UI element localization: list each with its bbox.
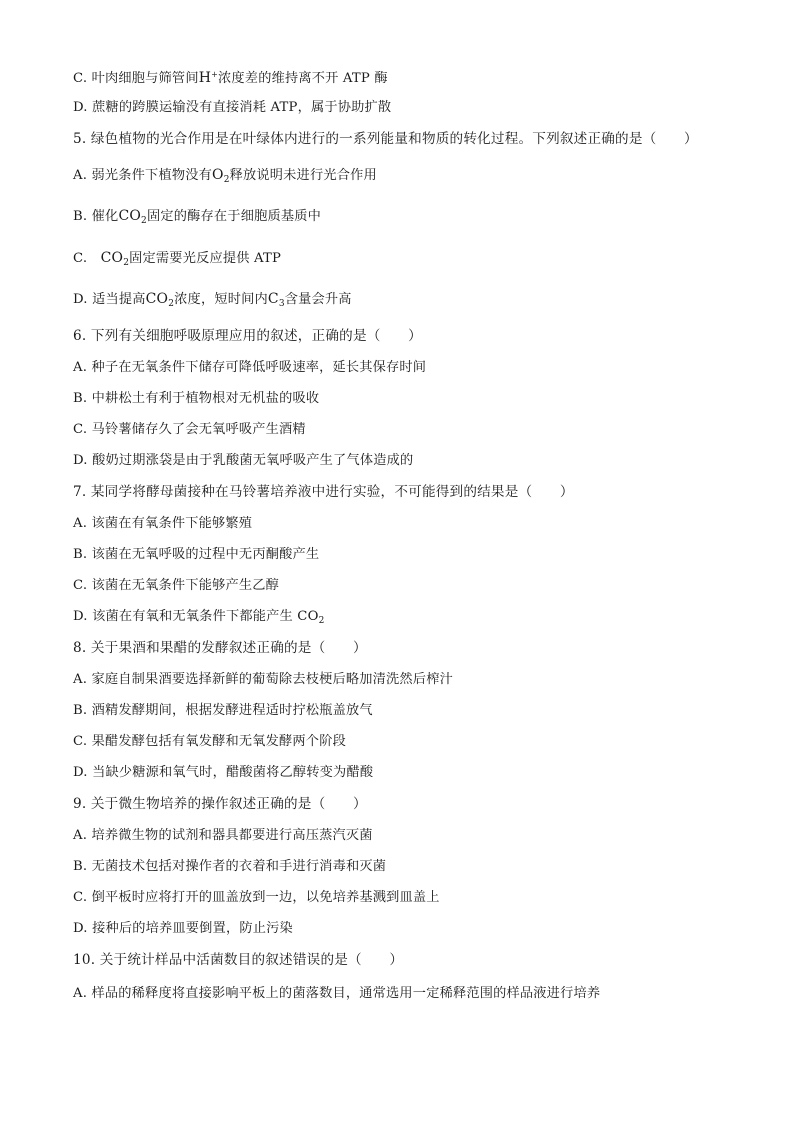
option-line: C. $CO_2$固定需要光反应提供 ATP xyxy=(73,250,282,268)
option-line: B. 酒精发酵期间，根据发酵进程适时拧松瓶盖放气 xyxy=(73,703,373,718)
option-line: D. 当缺少糖源和氧气时，醋酸菌将乙醇转变为醋酸 xyxy=(73,765,374,780)
option-line: A. 该菌在有氧条件下能够繁殖 xyxy=(73,516,253,531)
question-line: 6. 下列有关细胞呼吸原理应用的叙述，正确的是（ ） xyxy=(73,328,422,344)
option-line: C. 倒平板时应将打开的皿盖放到一边，以免培养基溅到皿盖上 xyxy=(73,890,440,905)
option-line: A. 培养微生物的试剂和器具都要进行高压蒸汽灭菌 xyxy=(73,828,373,843)
question-line: 9. 关于微生物培养的操作叙述正确的是（ ） xyxy=(73,796,367,812)
question-line: 8. 关于果酒和果醋的发酵叙述正确的是（ ） xyxy=(73,640,367,656)
question-line: 5. 绿色植物的光合作用是在叶绿体内进行的一系列能量和物质的转化过程。下列叙述正确的是（ ） xyxy=(73,131,698,147)
question-line: 10. 关于统计样品中活菌数目的叙述错误的是（ ） xyxy=(73,952,404,968)
option-line: A. 样品的稀释度将直接影响平板上的菌落数目，通常选用一定稀释范围的样品液进行培养 xyxy=(73,986,601,1001)
option-line: B. 中耕松土有利于植物根对无机盐的吸收 xyxy=(73,391,320,406)
option-line: D. 该菌在有氧和无氧条件下都能产生 $CO_2$ xyxy=(73,609,325,626)
option-line: C. 该菌在无氧条件下能够产生乙醇 xyxy=(73,578,280,593)
option-line: A. 家庭自制果酒要选择新鲜的葡萄除去枝梗后略加清洗然后榨汁 xyxy=(73,672,453,687)
option-line: D. 接种后的培养皿要倒置，防止污染 xyxy=(73,921,293,936)
option-line: D. 适当提高$CO_2$浓度，短时间内$C_3$含量会升高 xyxy=(73,291,352,309)
option-line: B. 该菌在无氧呼吸的过程中无丙酮酸产生 xyxy=(73,547,320,562)
option-line: A. 种子在无氧条件下储存可降低呼吸速率，延长其保存时间 xyxy=(73,360,427,375)
option-line: B. 催化$CO_2$固定的酶存在于细胞质基质中 xyxy=(73,208,322,226)
option-line: A. 弱光条件下植物没有$O_2$释放说明未进行光合作用 xyxy=(73,167,377,185)
option-line: C. 马铃薯储存久了会无氧呼吸产生酒精 xyxy=(73,422,306,437)
option-line: C. 果醋发酵包括有氧发酵和无氧发酵两个阶段 xyxy=(73,734,346,749)
question-line: 7. 某同学将酵母菌接种在马铃薯培养液中进行实验，不可能得到的结果是（ ） xyxy=(73,484,574,500)
option-line: D. 蔗糖的跨膜运输没有直接消耗 ATP，属于协助扩散 xyxy=(73,100,392,115)
option-line: B. 无菌技术包括对操作者的衣着和手进行消毒和灭菌 xyxy=(73,859,387,874)
option-line: C. 叶肉细胞与筛管间H+浓度差的维持离不开 ATP 酶 xyxy=(73,70,388,86)
option-line: D. 酸奶过期涨袋是由于乳酸菌无氧呼吸产生了气体造成的 xyxy=(73,453,414,468)
